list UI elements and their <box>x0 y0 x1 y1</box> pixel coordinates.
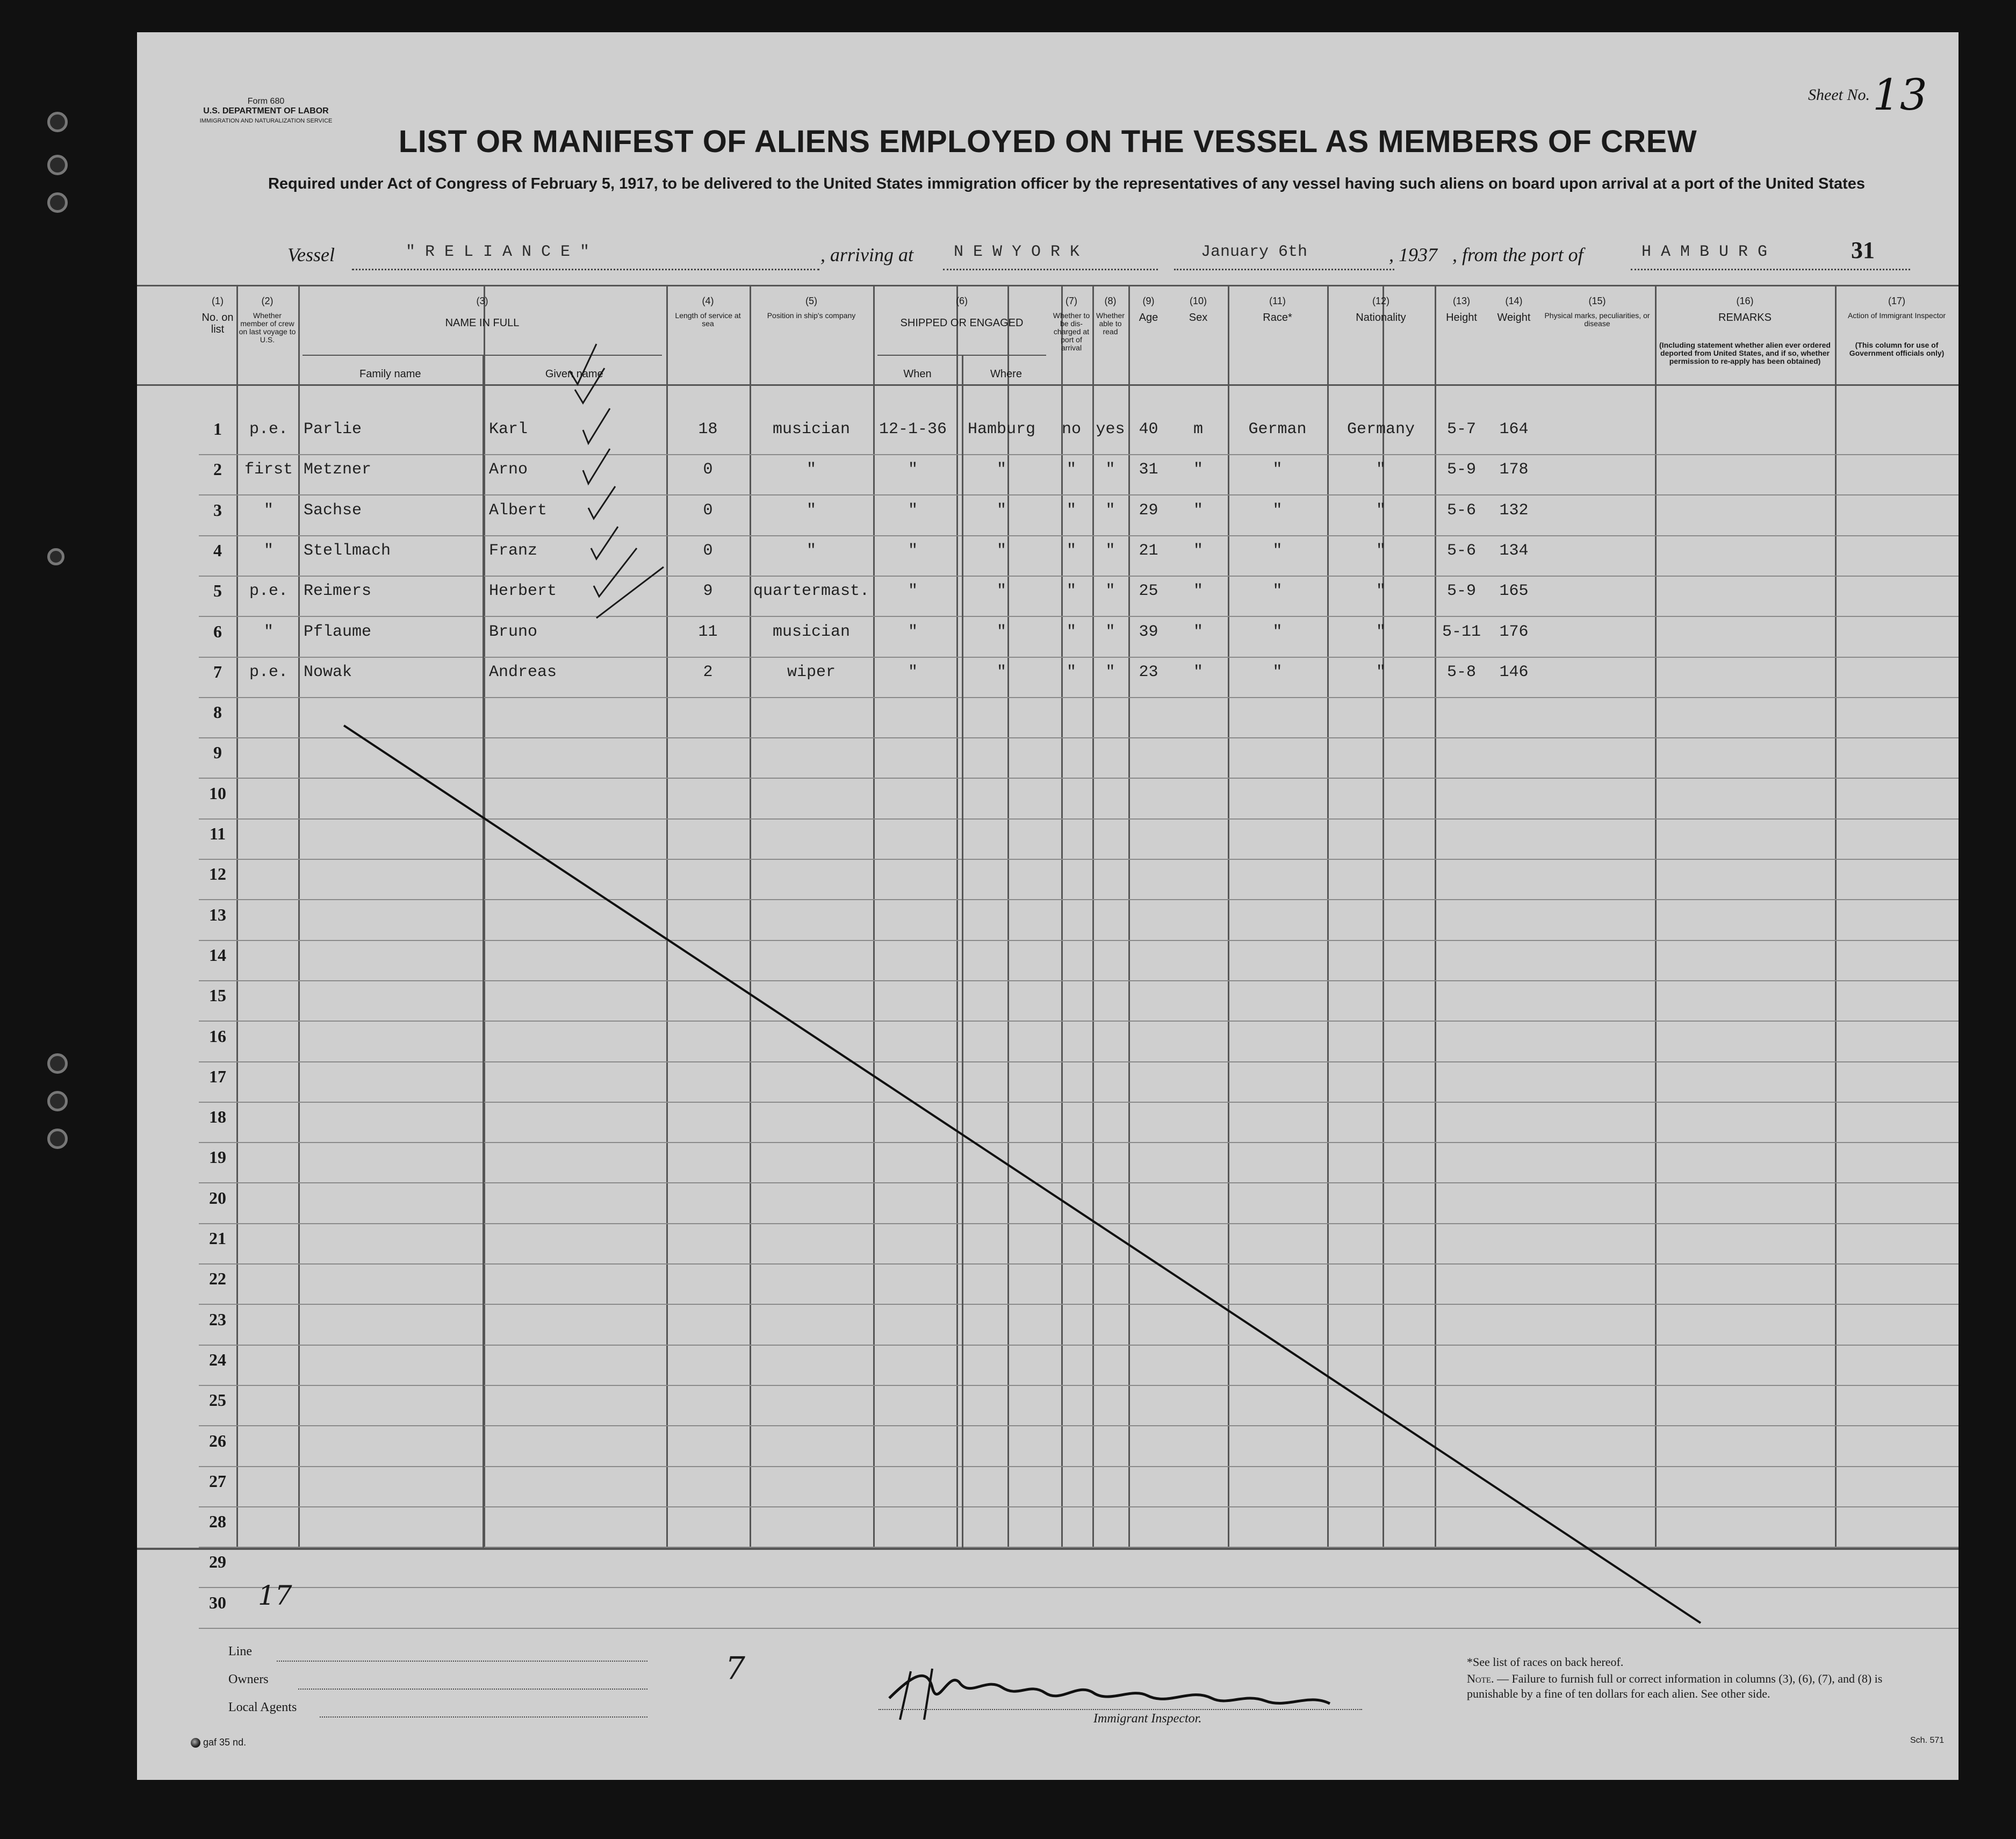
binder-hole-icon <box>47 1053 68 1074</box>
row-number: 2 <box>213 459 222 479</box>
arrival-date: January 6th <box>1201 243 1308 261</box>
cell-service: 11 <box>698 622 718 641</box>
cell-last-voyage: p.e. <box>249 420 288 439</box>
column-subheader: When <box>903 368 932 380</box>
cell-age: 25 <box>1139 582 1158 601</box>
cell-where: " <box>996 541 1006 560</box>
cell-height: 5-8 <box>1446 663 1476 681</box>
column-number: (12) <box>1372 296 1389 306</box>
column-header: Length of service at sea <box>675 311 741 328</box>
check-mark-icon <box>575 368 604 403</box>
cell-last-voyage: " <box>263 501 273 520</box>
cell-last-voyage: p.e. <box>249 582 288 601</box>
column-header: Whether member of crew on last voyage to U.S. <box>239 311 296 344</box>
cell-position: " <box>806 501 816 520</box>
print-code-block <box>191 1737 246 1748</box>
row-number: 20 <box>209 1188 226 1208</box>
cell-service: 0 <box>703 501 713 520</box>
cell-position: " <box>806 541 816 560</box>
column-header: SHIPPED OR ENGAGED <box>900 317 1024 329</box>
row-number: 11 <box>209 824 226 843</box>
check-mark-icon <box>588 486 615 519</box>
column-header: Sex <box>1189 312 1208 324</box>
row-number: 23 <box>209 1309 226 1329</box>
cell-weight: 146 <box>1499 663 1529 681</box>
cell-weight: 164 <box>1499 420 1529 439</box>
column-header: NAME IN FULL <box>445 317 520 329</box>
cell-read: " <box>1105 501 1115 520</box>
footer-line-label: Line <box>228 1644 252 1658</box>
cell-last-voyage: " <box>263 622 273 641</box>
row-number: 21 <box>209 1229 226 1248</box>
schedule-code: Sch. 571 <box>1910 1736 1945 1745</box>
arriving-label: , arriving at <box>820 244 914 265</box>
binder-hole-icon <box>47 112 68 132</box>
cell-family: Pflaume <box>304 622 372 641</box>
column-number: (9) <box>1142 296 1155 306</box>
column-number: (6) <box>956 296 968 306</box>
column-subnote: (This column for use of Government officials only) <box>1849 341 1945 357</box>
row-number: 25 <box>209 1390 226 1410</box>
cell-race: " <box>1272 582 1283 601</box>
handwritten-seven: 7 <box>725 1650 745 1686</box>
column-number: (5) <box>805 296 817 306</box>
races-note: *See list of races on back hereof. <box>1467 1655 1624 1669</box>
column-number: (4) <box>702 296 714 306</box>
sheet-number: 13 <box>1873 70 1927 120</box>
cell-when: " <box>908 582 918 601</box>
cell-given: Albert <box>489 501 548 520</box>
binder-hole-icon <box>47 1129 68 1149</box>
cell-read: yes <box>1096 420 1125 439</box>
cell-age: 39 <box>1139 622 1158 641</box>
row-number: 16 <box>209 1026 226 1046</box>
column-header: Race* <box>1263 312 1292 324</box>
cell-weight: 134 <box>1499 541 1529 560</box>
cell-where: " <box>996 461 1006 479</box>
cell-where: " <box>996 663 1006 681</box>
cell-nationality: Germany <box>1347 420 1415 439</box>
row-number: 1 <box>213 419 222 439</box>
cell-family: Sachse <box>304 501 362 520</box>
row-number: 26 <box>209 1431 226 1450</box>
row-number: 18 <box>209 1107 226 1127</box>
cell-where: " <box>996 622 1006 641</box>
cell-given: Herbert <box>489 582 557 601</box>
cell-race: German <box>1248 420 1307 439</box>
cell-family: Stellmach <box>304 541 391 560</box>
column-number: (17) <box>1888 296 1905 306</box>
column-header: Whether to be dis-charged at port of arrival <box>1053 311 1090 352</box>
cell-sex: " <box>1193 582 1203 601</box>
cell-position: musician <box>772 420 851 439</box>
cell-discharged: " <box>1066 501 1076 520</box>
cell-weight: 178 <box>1499 461 1529 479</box>
line-underline <box>277 1661 647 1662</box>
column-subheader: Where <box>990 368 1022 380</box>
row-number: 3 <box>213 500 222 520</box>
agents-underline <box>320 1716 647 1718</box>
row-number: 8 <box>213 702 222 722</box>
row-number: 10 <box>209 783 226 803</box>
row-number: 19 <box>209 1147 226 1167</box>
cell-position: " <box>806 461 816 479</box>
row-number: 30 <box>209 1592 226 1612</box>
cell-discharged: " <box>1066 582 1076 601</box>
cell-sex: " <box>1193 461 1203 479</box>
cell-when: " <box>908 461 918 479</box>
manifest-sheet <box>137 32 1959 1780</box>
cell-last-voyage: " <box>263 541 273 560</box>
cell-sex: m <box>1193 420 1203 439</box>
cell-when: " <box>908 541 918 560</box>
cell-discharged: no <box>1061 420 1081 439</box>
row-number: 14 <box>209 945 226 965</box>
cell-position: musician <box>772 622 851 641</box>
binder-hole-icon <box>47 548 64 565</box>
check-mark-icon <box>583 408 610 443</box>
handwritten-count: 17 <box>258 1580 292 1611</box>
row-number: 5 <box>213 581 222 601</box>
cell-age: 29 <box>1139 501 1158 520</box>
cell-height: 5-6 <box>1446 501 1476 520</box>
cell-age: 31 <box>1139 461 1158 479</box>
column-number: (15) <box>1588 296 1606 306</box>
row-number: 4 <box>213 540 222 560</box>
column-header: Physical marks, peculiarities, or disease <box>1544 311 1650 328</box>
cell-age: 40 <box>1139 420 1158 439</box>
column-number: (3) <box>476 296 488 306</box>
cell-height: 5-11 <box>1442 622 1481 641</box>
cell-race: " <box>1272 501 1283 520</box>
column-number: (7) <box>1065 296 1077 306</box>
note-label: Note. <box>1467 1672 1494 1685</box>
check-mark-icon <box>583 449 610 484</box>
list-number: 31 <box>1851 237 1875 263</box>
departure-port: H A M B U R G <box>1641 243 1768 261</box>
row-number: 13 <box>209 904 226 924</box>
column-number: (2) <box>261 296 273 306</box>
cell-given: Bruno <box>489 622 538 641</box>
row-number: 9 <box>213 743 222 763</box>
cell-height: 5-9 <box>1446 461 1476 479</box>
column-header: REMARKS <box>1718 312 1772 324</box>
column-number: (10) <box>1189 296 1207 306</box>
cell-family: Metzner <box>304 461 372 479</box>
cell-nationality: " <box>1376 461 1386 479</box>
column-subheader: Family name <box>359 368 421 380</box>
footer-agents-label: Local Agents <box>228 1700 297 1714</box>
cell-read: " <box>1105 541 1115 560</box>
cell-given: Arno <box>489 461 528 479</box>
column-number: (11) <box>1269 296 1286 306</box>
cell-where: " <box>996 582 1006 601</box>
cell-nationality: " <box>1376 582 1386 601</box>
print-code: gaf 35 nd. <box>203 1737 247 1748</box>
row-number: 29 <box>209 1552 226 1572</box>
row-number: 7 <box>213 662 222 681</box>
row-number: 22 <box>209 1269 226 1289</box>
form-number: Form 680 <box>247 97 285 106</box>
cell-service: 0 <box>703 461 713 479</box>
cell-nationality: " <box>1376 622 1386 641</box>
cell-age: 23 <box>1139 663 1158 681</box>
cell-service: 0 <box>703 541 713 560</box>
cell-read: " <box>1105 663 1115 681</box>
penalty-note <box>1467 1671 1918 1701</box>
check-mark-icon <box>570 344 596 384</box>
cell-given: Andreas <box>489 663 557 681</box>
column-subheader: Given name <box>545 368 603 380</box>
cell-weight: 165 <box>1499 582 1529 601</box>
arrival-port: N E W Y O R K <box>954 243 1080 261</box>
cell-sex: " <box>1193 663 1203 681</box>
cell-weight: 176 <box>1499 622 1529 641</box>
department-name: U.S. DEPARTMENT OF LABOR <box>203 106 329 116</box>
cell-last-voyage: first <box>244 461 293 479</box>
note-text: — Failure to furnish full or correct information in columns (3), (6), (7), and (8) is punishable by a fine of ten dollars for each alien. See other side. <box>1467 1672 1883 1700</box>
cell-when: " <box>908 622 918 641</box>
cell-age: 21 <box>1139 541 1158 560</box>
cell-discharged: " <box>1066 663 1076 681</box>
column-header: Whether able to read <box>1096 311 1125 336</box>
cell-family: Reimers <box>304 582 372 601</box>
manifest-title: LIST OR MANIFEST OF ALIENS EMPLOYED ON THE VESSEL AS MEMBERS OF CREW <box>398 124 1697 159</box>
cell-last-voyage: p.e. <box>249 663 288 681</box>
vessel-label: Vessel <box>287 244 335 265</box>
cell-given: Franz <box>489 541 538 560</box>
column-number: (16) <box>1736 296 1754 306</box>
binder-hole-icon <box>47 155 68 175</box>
cell-nationality: " <box>1376 501 1386 520</box>
footer-owners-label: Owners <box>228 1672 269 1686</box>
print-mark-icon <box>191 1738 200 1748</box>
cell-discharged: " <box>1066 461 1076 479</box>
binder-hole-icon <box>47 192 68 213</box>
cell-service: 2 <box>703 663 713 681</box>
check-mark-icon <box>591 527 618 559</box>
column-header: Age <box>1139 312 1158 324</box>
cell-family: Nowak <box>304 663 352 681</box>
cell-discharged: " <box>1066 541 1076 560</box>
column-header: No. on list <box>201 312 234 335</box>
vessel-name: " R E L I A N C E " <box>406 243 590 261</box>
cell-height: 5-6 <box>1446 541 1476 560</box>
cell-service: 18 <box>698 420 718 439</box>
column-header: Position in ship's company <box>767 311 856 320</box>
cell-position: quartermast. <box>753 582 870 601</box>
column-subnote: (Including statement whether alien ever ordered deported from United States, and if so, whether permission to re-apply has been obtained) <box>1659 341 1831 365</box>
row-number: 15 <box>209 986 226 1005</box>
cell-height: 5-9 <box>1446 582 1476 601</box>
cell-when: " <box>908 663 918 681</box>
arrival-year: , 1937 <box>1389 244 1437 265</box>
cell-read: " <box>1105 582 1115 601</box>
binder-hole-icon <box>47 1091 68 1111</box>
row-number: 12 <box>209 864 226 884</box>
cell-discharged: " <box>1066 622 1076 641</box>
column-header: Weight <box>1497 312 1531 324</box>
column-number: (8) <box>1104 296 1117 306</box>
signature-underline <box>879 1709 1362 1710</box>
cell-when: " <box>908 501 918 520</box>
cell-given: Karl <box>489 420 528 439</box>
row-number: 6 <box>213 621 222 641</box>
bureau-name: IMMIGRATION AND NATURALIZATION SERVICE <box>199 118 333 124</box>
cell-race: " <box>1272 622 1283 641</box>
cell-position: wiper <box>787 663 836 681</box>
from-port-label: , from the port of <box>1452 244 1583 265</box>
cell-race: " <box>1272 461 1283 479</box>
cell-where: Hamburg <box>967 420 1036 439</box>
row-number: 28 <box>209 1512 226 1532</box>
cell-where: " <box>996 501 1006 520</box>
check-mark-icon <box>596 567 664 618</box>
row-number: 27 <box>209 1471 226 1491</box>
cell-when: 12-1-36 <box>879 420 947 439</box>
column-header: Action of Immigrant Inspector <box>1847 311 1946 320</box>
owners-underline <box>298 1689 647 1690</box>
cancellation-line <box>344 725 1701 1623</box>
row-number: 24 <box>209 1349 226 1369</box>
manifest-subtitle: Required under Act of Congress of February 5, 1917, to be delivered to the United States immigration officer by the representatives of any vessel having such aliens on board upon arrival at a port of the United States <box>268 175 1866 192</box>
column-number: (14) <box>1505 296 1523 306</box>
cell-sex: " <box>1193 501 1203 520</box>
cell-read: " <box>1105 622 1115 641</box>
column-header: Nationality <box>1356 312 1406 324</box>
cell-weight: 132 <box>1499 501 1529 520</box>
cell-race: " <box>1272 541 1283 560</box>
annotations-layer <box>137 32 1959 1780</box>
column-number: (13) <box>1452 296 1470 306</box>
row-number: 17 <box>209 1066 226 1086</box>
cell-read: " <box>1105 461 1115 479</box>
column-number: (1) <box>212 296 224 306</box>
cell-sex: " <box>1193 622 1203 641</box>
sheet-label: Sheet No. <box>1808 86 1870 104</box>
cell-family: Parlie <box>304 420 362 439</box>
check-marks <box>570 344 664 618</box>
cell-race: " <box>1272 663 1283 681</box>
cell-height: 5-7 <box>1446 420 1476 439</box>
cell-nationality: " <box>1376 663 1386 681</box>
column-header: Height <box>1446 312 1477 324</box>
cell-sex: " <box>1193 541 1203 560</box>
cell-service: 9 <box>703 582 713 601</box>
check-mark-icon <box>594 548 637 597</box>
inspector-label: Immigrant Inspector. <box>1093 1712 1202 1726</box>
cell-nationality: " <box>1376 541 1386 560</box>
